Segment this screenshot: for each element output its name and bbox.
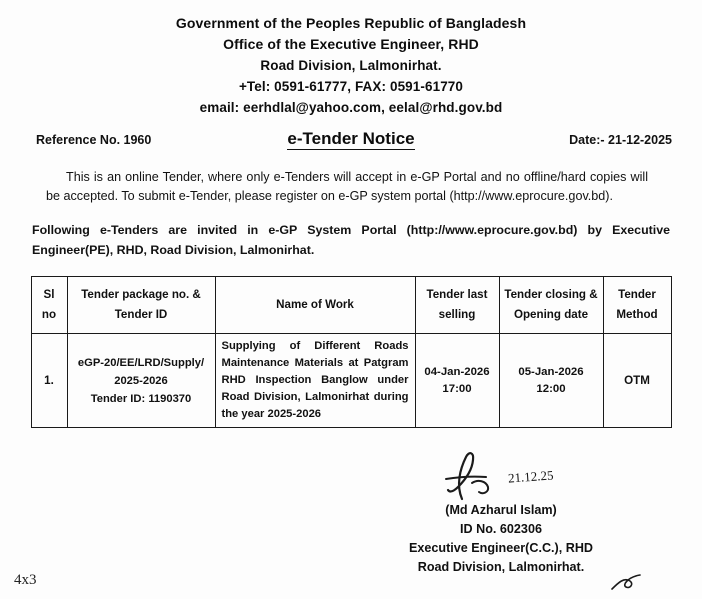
column-header-last-selling <box>415 277 499 334</box>
column-header-closing-line1: Tender closing & <box>504 288 598 301</box>
cell-closing <box>499 334 603 428</box>
signature-flourish-icon <box>610 571 644 593</box>
column-header-last-line1: Tender last <box>426 288 488 301</box>
letterhead-line-1: Government of the Peoples Republic of Bangladesh <box>175 15 527 31</box>
letterhead-line-2: Office of the Executive Engineer, RHD <box>223 36 479 52</box>
letterhead-email: email: eerhdlal@yahoo.com, eelal@rhd.gov.bd <box>199 100 503 115</box>
paragraph-invitation: Following e-Tenders are invited in e-GP System Portal (http://www.eprocure.gov.bd) by Executive Engineer(PE), RHD, Road Division, Lalmonirhat. <box>32 223 670 257</box>
cell-package <box>67 334 215 428</box>
cell-closing-time: 12:00 <box>536 382 566 395</box>
signature-block <box>356 455 646 577</box>
reference-row <box>0 129 702 155</box>
handwritten-signature <box>356 455 646 501</box>
column-header-closing <box>499 277 603 334</box>
signature-icon <box>442 449 512 505</box>
cell-package-tender-id: Tender ID: 1190370 <box>90 392 192 405</box>
cell-method: OTM <box>603 334 671 428</box>
reference-number: Reference No. 1960 <box>36 133 152 147</box>
letterhead <box>0 0 702 118</box>
handwritten-date: 21.12.25 <box>507 467 554 486</box>
tender-table <box>31 276 672 428</box>
cell-last-selling-time: 17:00 <box>442 382 472 395</box>
signatory-id: ID No. 602306 <box>460 522 542 536</box>
cell-package-line1: eGP-20/EE/LRD/Supply/ <box>77 356 205 369</box>
column-header-last-line2: selling <box>438 308 476 321</box>
column-header-method <box>603 277 671 334</box>
letterhead-line-3: Road Division, Lalmonirhat. <box>260 58 442 73</box>
paragraph-online-tender: This is an online Tender, where only e-Tenders will accept in e-GP Portal and no offline/hard copies will be accepted. To submit e-Tender, please register on e-GP system portal (http://www.eprocure.gov.bd). <box>46 170 648 203</box>
page-title-text: e-Tender Notice <box>287 129 415 148</box>
signatory-designation: Executive Engineer(C.C.), RHD <box>408 541 594 555</box>
table-row <box>31 334 671 428</box>
letterhead-phone: +Tel: 0591-61777, FAX: 0591-61770 <box>238 79 464 94</box>
column-header-work: Name of Work <box>215 277 415 334</box>
notice-date: Date:- 21-12-2025 <box>569 133 672 147</box>
cell-work: Supplying of Different Roads Maintenance Materials at Patgram RHD Inspection Banglow under Road Division, Lalmonirhat during the year 2025-2026 <box>215 334 415 428</box>
column-header-closing-line2: Opening date <box>513 308 589 321</box>
column-header-method-line1: Tender <box>618 288 656 301</box>
column-header-package-line2: Tender ID <box>114 308 168 321</box>
cell-package-line2: 2025-2026 <box>114 374 168 387</box>
column-header-package <box>67 277 215 334</box>
column-header-sl: Sl no <box>31 277 67 334</box>
cell-last-selling <box>415 334 499 428</box>
signatory-office: Road Division, Lalmonirhat. <box>417 560 585 574</box>
column-header-method-line2: Method <box>616 308 658 321</box>
table-header-row <box>31 277 671 334</box>
signatory-name: (Md Azharul Islam) <box>445 503 557 517</box>
column-header-package-line1: Tender package no. & <box>81 288 201 301</box>
cell-sl: 1. <box>31 334 67 428</box>
scan-corner-mark: 4x3 <box>14 572 37 588</box>
cell-last-selling-date: 04-Jan-2026 <box>424 365 490 378</box>
cell-closing-date: 05-Jan-2026 <box>518 365 584 378</box>
